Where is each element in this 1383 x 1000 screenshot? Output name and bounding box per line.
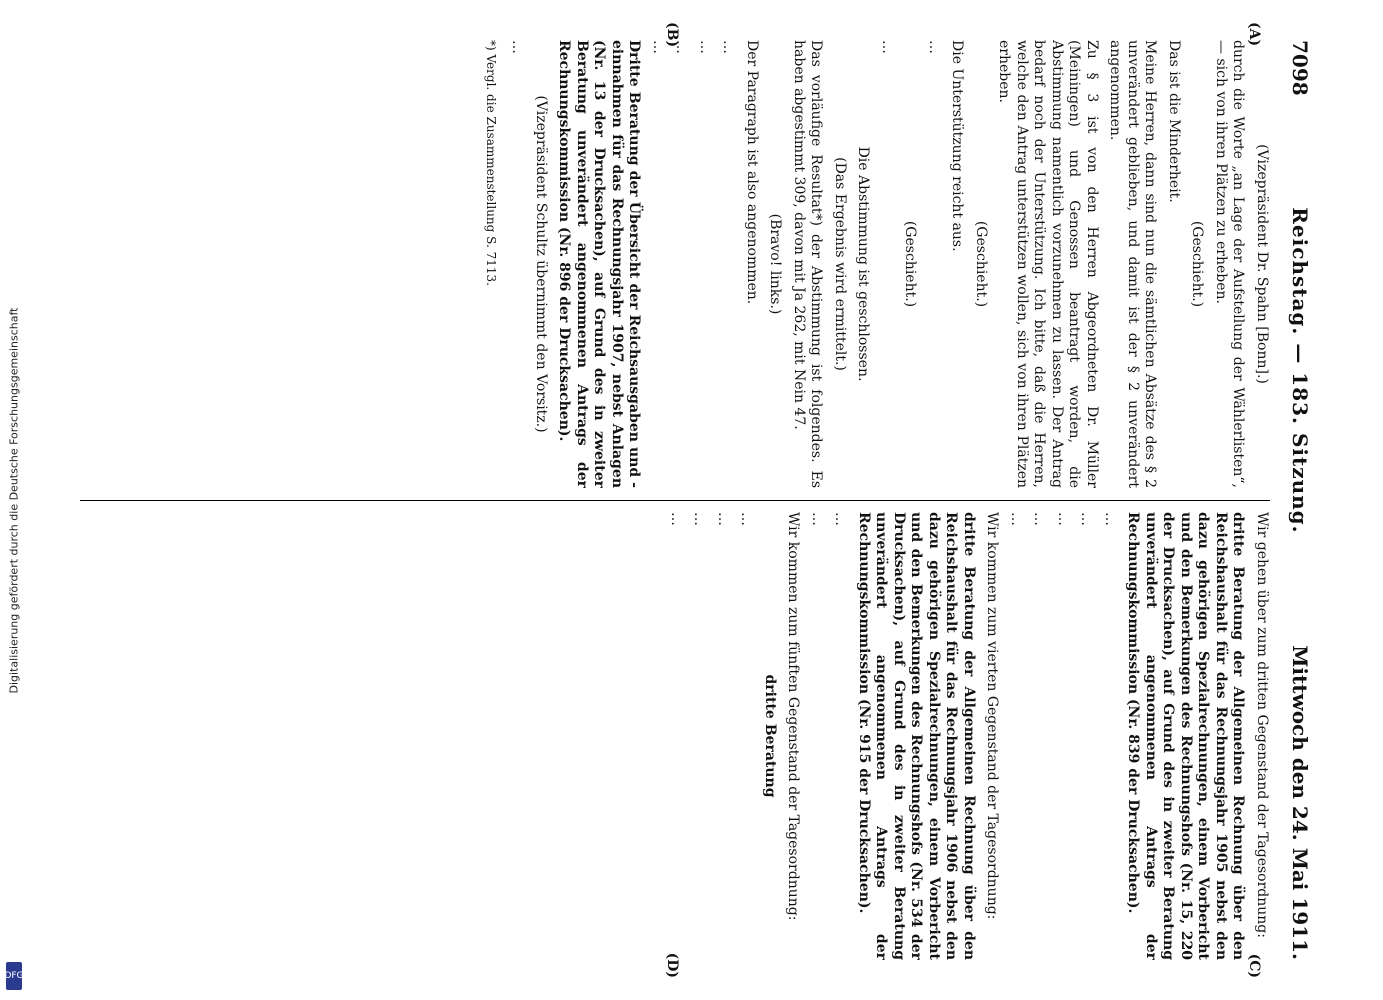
left-p1: (Vizepräsident Dr. Spahn [Bonn].) bbox=[1254, 144, 1270, 384]
right-p12: Wir kommen zum fünften Gegenstand der Tagesordnung: bbox=[785, 512, 802, 921]
header-title: Reichstag. — 183. Sitzung. bbox=[1288, 207, 1312, 534]
left-p21: Dritte Beratung der Übersicht der Reichsausgaben und -einnahmen für das Rechnungsjahr 1907, nebst Anlagen (Nr. 13 der Drucksachen), auf Grund des in zweiter Beratung unverändert angenommenen Antrags der Rechnungskommission (Nr. 896 der Drucksachen). bbox=[556, 40, 643, 488]
right-p14: … bbox=[738, 512, 755, 526]
left-p11: … bbox=[879, 40, 895, 54]
page-header bbox=[1280, 40, 1320, 960]
right-p3: … bbox=[1102, 512, 1118, 526]
document-page bbox=[60, 20, 1320, 980]
right-p13: dritte Beratung bbox=[762, 674, 778, 798]
left-p16: Der Paragraph ist also angenommen. bbox=[744, 40, 760, 305]
margin-D: (D) bbox=[664, 952, 680, 978]
dfg-logo: DFG bbox=[6, 962, 22, 990]
header-page-number: 7098 bbox=[1288, 40, 1312, 96]
margin-C: (C) bbox=[1246, 953, 1262, 978]
right-p1: Wir gehen über zum dritten Gegenstand der Tagesordnung: bbox=[1254, 512, 1270, 938]
right-p5: … bbox=[1055, 512, 1071, 526]
left-p20: … bbox=[650, 40, 666, 54]
left-p7: (Geschieht.) bbox=[973, 220, 989, 308]
left-p15: (Bravo! links.) bbox=[767, 213, 784, 315]
margin-B: (B) bbox=[664, 22, 680, 48]
footnote: *) Vergl. die Zusammenstellung S. 7113. bbox=[484, 40, 498, 286]
right-p7: … bbox=[1008, 512, 1024, 526]
left-p19: … bbox=[673, 40, 690, 54]
left-p3: (Geschieht.) bbox=[1189, 220, 1206, 308]
right-p2: dritte Beratung der Allgemeinen Rechnung über den Reichshaushalt für das Rechnungsjahr 1905 nebst den dazu gehörigen Spezialrechnungen, einem Vorbericht und den Bemerkungen des Rechnungshofs (Nr. 15, 220 der Drucksachen), auf Grund des in zweiter Beratung unverändert angenommenen Antrags der Rechnungskommission (Nr. 839 der Drucksachen). bbox=[1125, 512, 1247, 960]
left-p14: Das vorläufige Resultat*) der Abstimmung ist folgendes. Es haben abgestimmt 309, davon mit Ja 262, mit Nein 47. bbox=[791, 40, 825, 488]
left-p4: Das ist die Minderheit. bbox=[1166, 40, 1182, 203]
sidebar-text: Digitalisierung gefördert durch die Deutsche Forschungsgemeinschaft bbox=[7, 307, 21, 693]
right-p8: Wir kommen zum vierten Gegenstand der Tagesordnung: bbox=[984, 512, 1001, 920]
left-p8: Die Unterstützung reicht aus. bbox=[949, 40, 966, 252]
content-columns bbox=[80, 40, 1270, 960]
left-p22: (Vizepräsident Schultz übernimmt den Vorsitz.) bbox=[533, 95, 549, 433]
left-p2: durch die Worte „an Lage der Aufstellung der Wählerlisten“, — sich von ihren Plätzen zu erheben. bbox=[1213, 40, 1247, 488]
right-column bbox=[80, 512, 1270, 960]
left-p12: Die Abstimmung ist geschlossen. bbox=[855, 146, 872, 382]
right-p6: … bbox=[1031, 512, 1048, 526]
left-p6: Zu § 3 ist von den Herren Abgeordneten Dr. Müller (Meiningen) und Genossen beantragt worden, die Abstimmung namentlich vorzunehmen zu lassen. Der Antrag bedarf noch der Unterstützung. Ich bitte, daß die Herren, welche den Antrag unterstützen wollen, sich von ihren Plätzen erheben. bbox=[996, 40, 1100, 488]
left-p5: Meine Herren, dann sind nun die sämtlichen Absätze des § 2 unverändert geblieben, und damit ist der § 2 unverändert angenommen. bbox=[1107, 40, 1159, 488]
right-p4: … bbox=[1078, 512, 1095, 526]
left-p13: (Das Ergebnis wird ermittelt.) bbox=[832, 157, 848, 371]
right-p10: … bbox=[832, 512, 849, 526]
right-p17: … bbox=[668, 512, 684, 526]
left-column bbox=[80, 40, 1270, 488]
left-p23: … bbox=[509, 40, 526, 54]
sidebar bbox=[0, 0, 28, 1000]
margin-A: (A) bbox=[1246, 22, 1262, 47]
left-p17: … bbox=[720, 40, 737, 54]
left-p9: … bbox=[926, 40, 942, 54]
right-p11: … bbox=[809, 512, 825, 526]
right-p16: … bbox=[691, 512, 708, 526]
right-p15: … bbox=[715, 512, 731, 526]
left-p10: (Geschieht.) bbox=[902, 220, 919, 308]
left-p18: … bbox=[697, 40, 713, 54]
header-date: Mittwoch den 24. Mai 1911. bbox=[1288, 645, 1312, 960]
page-wrap bbox=[60, 20, 1320, 980]
right-p9: dritte Beratung der Allgemeinen Rechnung über den Reichshaushalt für das Rechnungsjahr 1906 nebst den dazu gehörigen Spezialrechnungen, einem Vorbericht und den Bemerkungen des Rechnungshofs (Nr. 534 der Drucksachen), auf Grund des in zweiter Beratung unverändert angenommenen Antrags der Rechnungskommission (Nr. 915 der Drucksachen). bbox=[856, 512, 977, 960]
